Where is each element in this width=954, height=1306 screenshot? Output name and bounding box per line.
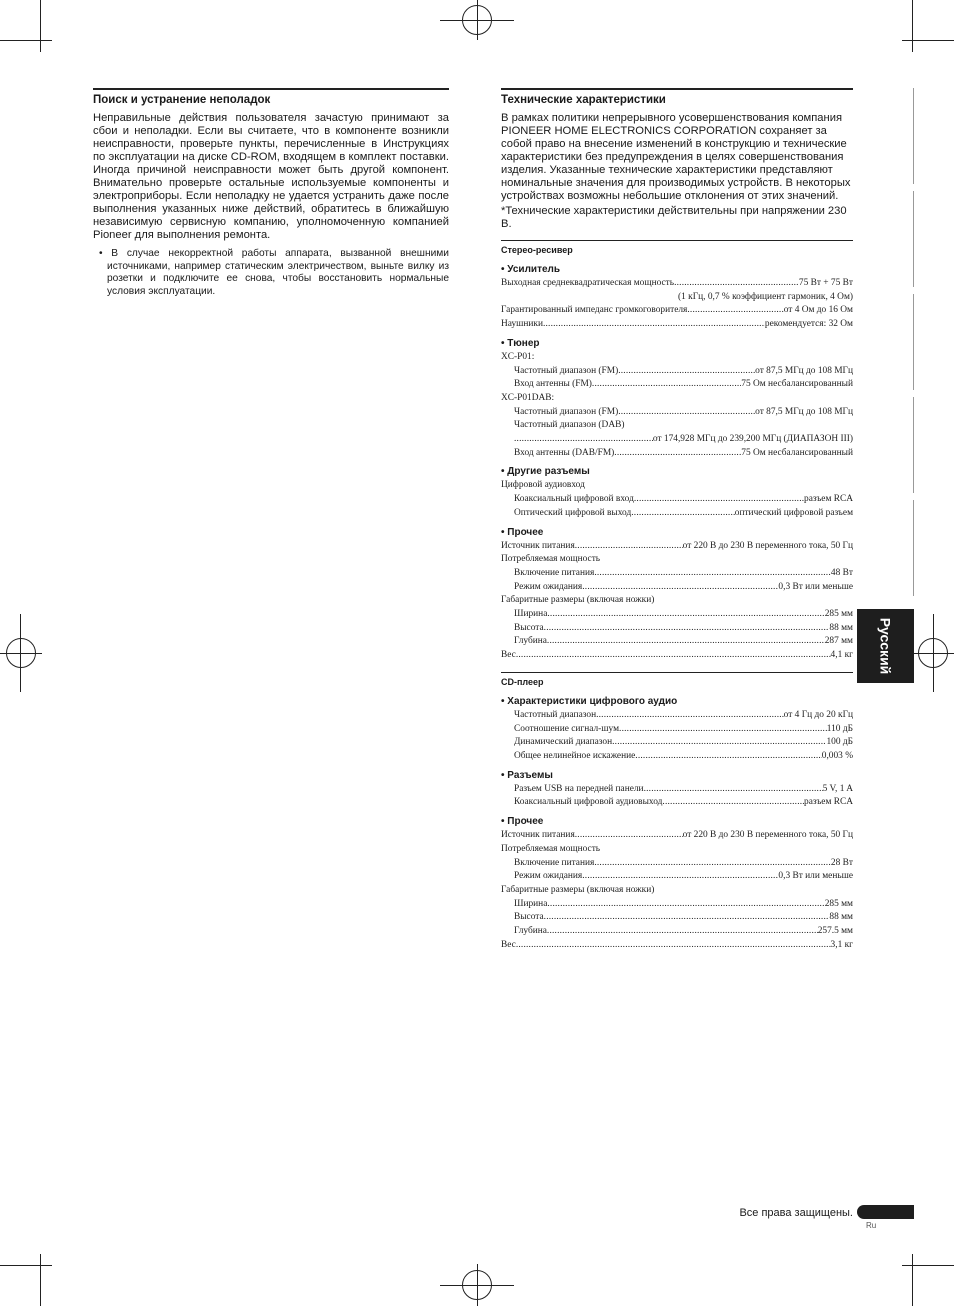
specifications-intro: В рамках политики непрерывного усовершенствования компания PIONEER HOME ELECTRONICS CORPORATION сохраняет за собой право на внесение изменений в конструкцию и технические характеристики без предупреждения в целях совершенствования изделия. Указанные технические характеристики представляют номинальные значения для производимых устройств. В некоторых устройствах возможны небольшие отклонения от этих значений. (501, 112, 851, 202)
spec-row: Гарантированный импеданс громкоговорителя ..... от 4 Ом до 16 Ом (501, 304, 853, 318)
spec-row: (1 кГц, 0,7 % коэффициент гармоник, 4 Ом) (678, 291, 853, 302)
language-tab (857, 609, 914, 683)
spec-row: Частотный диапазон ..... от 4 Гц до 20 кГц (501, 709, 853, 723)
group-heading: • Разъемы (501, 769, 553, 781)
spec-row: Включение питания ..... 28 Вт (501, 857, 853, 871)
section-title: Поиск и устранение неполадок (93, 88, 449, 106)
specifications-note: *Технические характеристики действительны при напряжении 230 В. (501, 205, 847, 230)
group-heading: • Другие разъемы (501, 466, 590, 478)
page-number-pill (857, 1205, 914, 1219)
crop-mark (440, 1285, 514, 1286)
spec-row: Вес ..... 4,1 кг (501, 649, 853, 663)
footer-rights: Все права защищены. (739, 1207, 853, 1219)
spec-row: XC-P01DAB: (501, 392, 555, 403)
spec-row: Источник питания ..... от 220 В до 230 В переменного тока, 50 Гц (501, 829, 853, 843)
spec-row: Частотный диапазон (FM) ..... от 87,5 МГц до 108 МГц (501, 406, 853, 420)
spec-row: Разъем USB на передней панели ..... 5 V, 1 A (501, 783, 853, 797)
crop-mark (40, 1254, 41, 1306)
crop-mark (902, 40, 954, 41)
side-index-rule (913, 191, 914, 287)
spec-row: Габаритные размеры (включая ножки) (501, 595, 655, 606)
group-heading: • Усилитель (501, 264, 561, 275)
language-tab-label: Русский (877, 617, 894, 675)
spec-row: Частотный диапазон (DAB) (514, 420, 625, 431)
troubleshooting-paragraph: Неправильные действия пользователя зачастую принимают за сбои и неполадки. Если вы считаете, что в компоненте возникли неисправности, проверьте пункты, перечисленные в Инструкциях по эксплуатации на диске CD-ROM, входящем в комплект поставки. Иногда причиной неисправности может быть другой компонент. Внимательно проверьте остальные используемые компоненты и электроприборы. Если неполадку не удается устранить даже после выполнения указанных ниже действий, обратитесь в ближайшую независимую сервисную компанию, уполномоченную компанией Pioneer для выполнения ремонта. (93, 112, 449, 241)
spec-row: Цифровой аудиовход (501, 480, 585, 491)
spec-row: Общее нелинейное искажение ..... 0,003 % (501, 750, 853, 764)
spec-row: Оптический цифровой выход ..... оптический цифровой разъем (501, 507, 853, 521)
crop-mark (912, 653, 954, 654)
spec-row: Источник питания ..... от 220 В до 230 В переменного тока, 50 Гц (501, 540, 853, 554)
specifications-section (501, 88, 853, 952)
spec-row: Ширина ..... 285 мм (501, 898, 853, 912)
spec-row: Габаритные размеры (включая ножки) (501, 884, 655, 895)
spec-row: Вход антенны (FM) ..... 75 Ом несбалансированный (501, 378, 853, 392)
spec-row: Выходная среднеквадратическая мощность ..... 75 Вт + 75 Вт (501, 277, 853, 291)
crop-mark (0, 653, 42, 654)
spec-row: Включение питания ..... 48 Вт (501, 567, 853, 581)
spec-row: Высота ..... 88 мм (501, 911, 853, 925)
group-heading: • Прочее (501, 816, 544, 828)
spec-row: Наушники ..... рекомендуется: 32 Ом (501, 318, 853, 332)
cd-player-title: CD-плеер (501, 672, 853, 687)
spec-row: Потребляемая мощность (501, 843, 601, 854)
crop-mark (912, 0, 913, 52)
group-heading: • Тюнер (501, 337, 540, 349)
spec-row: Режим ожидания ..... 0,3 Вт или меньше (501, 581, 853, 595)
spec-row: Глубина ..... 257.5 мм (501, 925, 853, 939)
side-index-rule (913, 397, 914, 493)
spec-row: Вес ..... 3,1 кг (501, 939, 853, 953)
spec-row: Глубина ..... 287 мм (501, 635, 853, 649)
crop-mark (912, 1254, 913, 1306)
spec-row: Частотный диапазон (FM) ..... от 87,5 МГц до 108 МГц (501, 365, 853, 379)
spec-row: Ширина ..... 285 мм (501, 608, 853, 622)
side-index-rule (913, 500, 914, 596)
crop-mark (40, 0, 41, 52)
spec-row: Режим ожидания ..... 0,3 Вт или меньше (501, 870, 853, 884)
footer-lang-code: Ru (866, 1221, 877, 1230)
spec-row: XC-P01: (501, 351, 535, 362)
side-index-rule (913, 294, 914, 390)
spec-row: Соотношение сигнал-шум ..... 110 дБ (501, 723, 853, 737)
spec-row: Вход антенны (DAB/FM) ..... 75 Ом несбалансированный (501, 447, 853, 461)
spec-row: Коаксиальный цифровой аудиовыход ..... разъем RCA (501, 796, 853, 810)
crop-mark (440, 20, 514, 21)
spec-row: Высота ..... 88 мм (501, 622, 853, 636)
group-heading: • Прочее (501, 526, 544, 538)
spec-row: Потребляемая мощность (501, 554, 601, 565)
section-title: Технические характеристики (501, 88, 853, 106)
crop-mark (902, 1265, 954, 1266)
crop-mark (0, 1265, 52, 1266)
spec-row: Динамический диапазон ..... 100 дБ (501, 736, 853, 750)
spec-row: Коаксиальный цифровой вход ..... разъем RCA (501, 493, 853, 507)
crop-mark (0, 40, 52, 41)
receiver-title: Стерео-ресивер (501, 240, 853, 255)
spec-row: ..... от 174,928 МГц до 239,200 МГц (ДИАПАЗОН III) (501, 433, 853, 447)
group-heading: • Характеристики цифрового аудио (501, 695, 678, 707)
side-index-rule (913, 88, 914, 184)
troubleshooting-bullet: • В случае некорректной работы аппарата, вызванной внешними источниками, например статическим электричеством, выньте вилку из розетки и подключите ее снова, чтобы восстановить нормальные условия эксплуатации. (99, 248, 449, 297)
troubleshooting-section (93, 88, 449, 298)
